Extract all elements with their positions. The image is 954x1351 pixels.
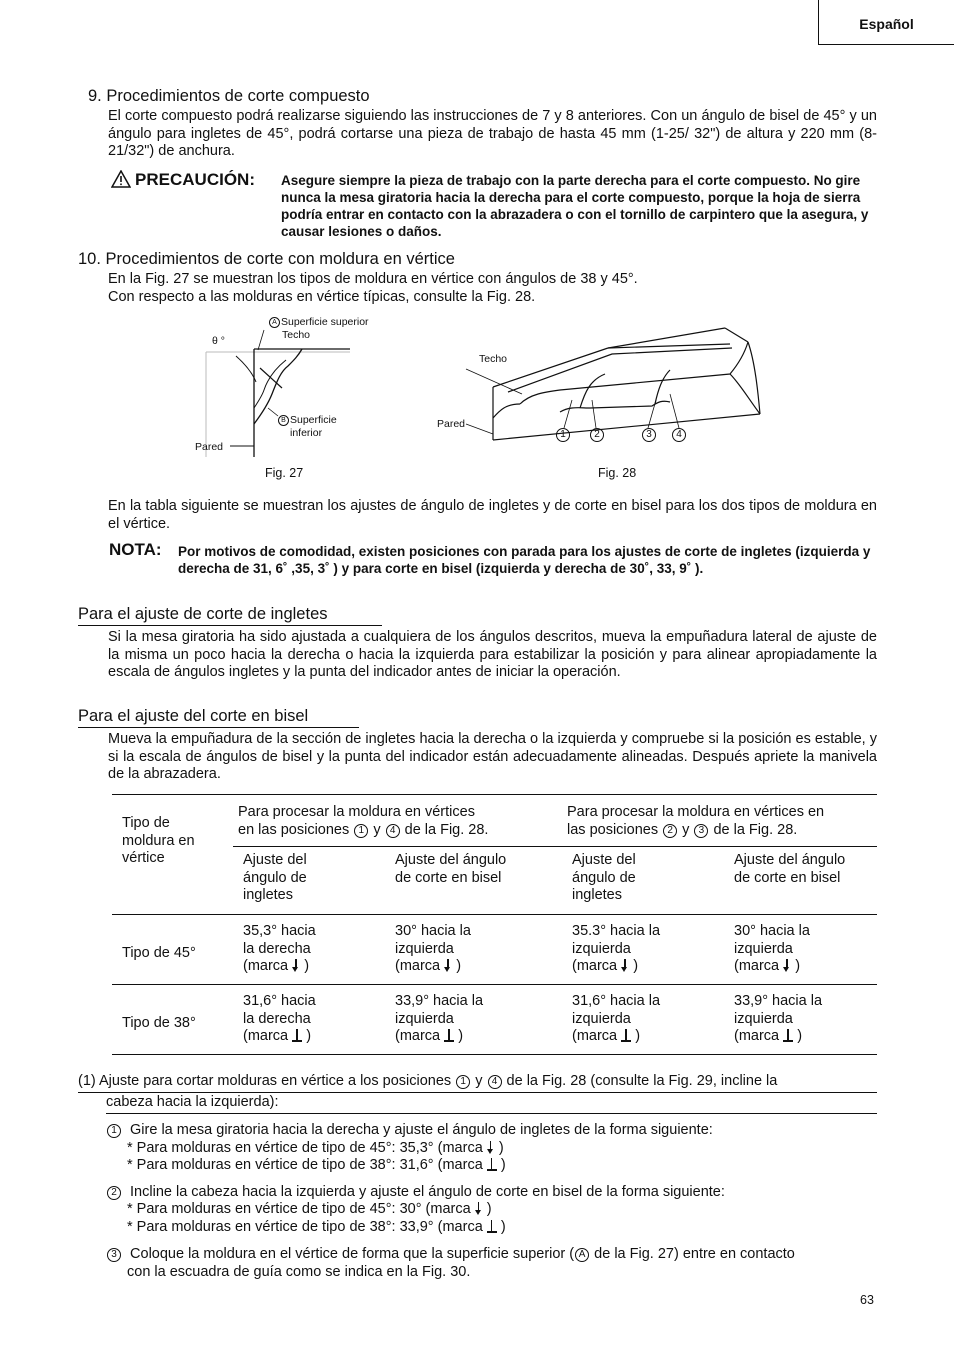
step-2	[106, 1184, 725, 1202]
table-rule-1	[112, 914, 877, 915]
language-label: Español	[859, 16, 914, 32]
table-sub-bevel-1: Ajuste del ángulo de corte en bisel	[395, 852, 507, 886]
fig28-caption: Fig. 28	[598, 466, 637, 480]
section-10-line2: Con respecto a las molduras en vértice típicas, consulte la Fig. 28.	[108, 289, 536, 305]
table-bottom-rule	[112, 1054, 877, 1055]
step-3-number: 3	[107, 1248, 121, 1262]
step-2-text: Incline la cabeza hacia la izquierda y ajuste el ángulo de corte en bisel de la forma siguiente:	[130, 1184, 725, 1200]
table-row-45-c3	[572, 923, 660, 976]
table-row-38-c3	[572, 993, 660, 1046]
table-row-45-c2	[395, 923, 471, 976]
bevel-title: Para el ajuste del corte en bisel	[78, 708, 359, 728]
table-group2-y: y	[682, 821, 690, 838]
figure-28-drawing	[430, 322, 790, 452]
step-2-sub-1	[127, 1201, 492, 1219]
table-row-45-c3-close: )	[633, 958, 639, 974]
footnote-line2: cabeza hacia la izquierda):	[106, 1094, 877, 1114]
table-row-45-c4	[734, 923, 810, 976]
table-group2-line2	[567, 822, 824, 840]
footnote-line1	[78, 1073, 877, 1093]
table-row-45-c4-line2: izquierda	[734, 940, 793, 957]
fig27-b-marker: B	[278, 415, 289, 426]
table-row-45-type: Tipo de 45°	[122, 945, 196, 961]
table-group1-pos-b: 4	[386, 824, 400, 838]
language-tab	[818, 0, 954, 45]
table-group2-pos-a: 2	[663, 824, 677, 838]
table-row-45-c4-mark-text: (marca	[734, 958, 780, 974]
footnote-lead: (1) Ajuste para cortar molduras en vértice a los posiciones	[78, 1073, 452, 1089]
step-2-sub-1-text: * Para molduras en vértice de tipo de 45°: 30° (marca	[127, 1201, 471, 1217]
fig27-ceiling: Techo	[282, 329, 311, 341]
miter-body: Si la mesa giratoria ha sido ajustada a cualquiera de los ángulos descritos, mueva la empuñadura lateral de ajuste de la misma un poco hacia la derecha o hacia la izquierda para estabilizar la posición y para alinear apropiadamente la escala de ángulos ingletes y la punta del indicador antes de iniciar la operación.	[108, 629, 877, 680]
caution-text: Asegure siempre la pieza de trabajo con la parte derecha para el corte compuesto. No gire nunca la mesa giratoria hacia la derecha para el corte compuesto, porque la hoja de sierra podría entrar en contacto con la abrazadera o con el tornillo de carpintero que la asegura, y causar lesiones o daños.	[281, 173, 869, 239]
footnote-pos-b: 4	[488, 1075, 502, 1089]
table-row-45-c2-close: )	[456, 958, 462, 974]
arrow-mark-icon	[783, 959, 791, 972]
table-row-45-c4-line1: 30° hacia la	[734, 923, 810, 939]
step-1-sub-1	[127, 1140, 504, 1158]
table-row-45-c1-mark-text: (marca	[243, 958, 289, 974]
line-mark-icon	[487, 1158, 497, 1171]
fig28-position-2-marker: 2	[590, 428, 604, 442]
fig27-a-label	[268, 316, 369, 328]
table-row-38-c3-line3	[572, 1028, 660, 1046]
table-top-rule	[112, 794, 877, 795]
step-3-text-b: de la Fig. 27) entre en contacto	[594, 1246, 795, 1262]
footnote-pos-a: 1	[456, 1075, 470, 1089]
step-2-number: 2	[107, 1186, 121, 1200]
table-row-45-c3-line3	[572, 958, 660, 976]
table-row-38-c1-line3	[243, 1028, 316, 1046]
footnote-y: y	[475, 1073, 483, 1089]
table-row-45-c1-close: )	[304, 958, 310, 974]
table-intro: En la tabla siguiente se muestran los ajustes de ángulo de ingletes y de corte en bisel para los dos tipos de moldura en el vértice.	[108, 498, 877, 532]
table-sub-bevel-2: Ajuste del ángulo de corte en bisel	[734, 852, 846, 886]
line-mark-icon	[621, 1029, 631, 1042]
table-group2-pos-b: 3	[694, 824, 708, 838]
footnote-mid: de la Fig. 28 (consulte la Fig. 29, incline la	[506, 1073, 778, 1089]
arrow-mark-icon	[292, 959, 300, 972]
table-type-header: Tipo de moldura en vértice	[122, 815, 195, 866]
table-row-38-c2-close: )	[458, 1028, 464, 1044]
section-10-title: 10. Procedimientos de corte con moldura en vértice	[78, 250, 455, 268]
table-row-45-c1-line3	[243, 958, 316, 976]
table-row-38-c2-mark-text: (marca	[395, 1028, 441, 1044]
table-sub-miter-1: Ajuste del ángulo de ingletes	[243, 852, 307, 903]
table-row-45-c2-line3	[395, 958, 471, 976]
fig28-position-2	[589, 428, 605, 442]
fig27-caption: Fig. 27	[265, 466, 304, 480]
table-row-45-c4-line3	[734, 958, 810, 976]
table-row-38-type: Tipo de 38°	[122, 1015, 196, 1031]
fig27-b-label	[277, 414, 337, 426]
step-1	[106, 1122, 713, 1140]
line-mark-icon	[444, 1029, 454, 1042]
line-mark-icon	[292, 1029, 302, 1042]
step-1-sub-1-text: * Para molduras en vértice de tipo de 45°: 35,3° (marca	[127, 1140, 483, 1156]
fig28-position-4-marker: 4	[672, 428, 686, 442]
arrow-mark-icon	[444, 959, 452, 972]
table-row-38-c1-close: )	[306, 1028, 312, 1044]
table-row-45-c1-line2: la derecha	[243, 940, 311, 957]
section-9-title: 9. Procedimientos de corte compuesto	[88, 87, 370, 105]
table-group1-suffix: de la Fig. 28.	[404, 821, 489, 838]
table-row-38-c1-mark-text: (marca	[243, 1028, 289, 1044]
table-row-45-c4-close: )	[795, 958, 801, 974]
step-1-sub-2-close: )	[500, 1157, 506, 1173]
miter-title: Para el ajuste de corte de ingletes	[78, 606, 382, 626]
table-row-45-c1-line1: 35,3° hacia	[243, 923, 316, 939]
step-3-text-a: Coloque la moldura en el vértice de forma que la superficie superior (	[130, 1246, 575, 1262]
table-group2-line1: Para procesar la moldura en vértices en	[567, 804, 825, 820]
fig27-theta: θ °	[212, 335, 225, 347]
step-3	[106, 1246, 795, 1264]
table-row-38-c2-line3	[395, 1028, 483, 1046]
caution-label: PRECAUCIÓN:	[135, 170, 255, 189]
table-group1-header	[238, 804, 488, 839]
table-row-38-c2-line1: 33,9° hacia la	[395, 993, 484, 1009]
step-1-sub-1-close: )	[498, 1140, 504, 1156]
table-row-38-c4-close: )	[797, 1028, 803, 1044]
table-row-45-c3-line2: izquierda	[572, 940, 631, 957]
line-mark-icon	[487, 1220, 497, 1233]
table-group1-prefix: en las posiciones	[238, 821, 350, 838]
table-group2-header	[567, 804, 824, 839]
fig28-position-3	[641, 428, 657, 442]
table-row-38-c3-close: )	[635, 1028, 641, 1044]
fig28-position-3-marker: 3	[642, 428, 656, 442]
table-row-38-c4-line2: izquierda	[734, 1010, 793, 1027]
table-row-38-c1	[243, 993, 316, 1046]
table-row-38-c2-line2: izquierda	[395, 1010, 454, 1027]
arrow-mark-icon	[487, 1141, 495, 1154]
fig28-wall: Pared	[437, 418, 466, 430]
step-1-sub-2-text: * Para molduras en vértice de tipo de 38°: 31,6° (marca	[127, 1157, 483, 1173]
table-row-38-c4-mark-text: (marca	[734, 1028, 780, 1044]
table-row-38-c4-line1: 33,9° hacia la	[734, 993, 823, 1009]
table-group1-line1: Para procesar la moldura en vértices	[238, 804, 475, 820]
figure-28	[430, 322, 790, 452]
table-row-45-c2-line2: izquierda	[395, 940, 454, 957]
fig27-b-text: Superficie	[290, 414, 337, 426]
caution-block	[111, 170, 255, 194]
fig28-position-1	[555, 428, 571, 442]
table-sub-miter-2: Ajuste del ángulo de ingletes	[572, 852, 636, 903]
arrow-mark-icon	[621, 959, 629, 972]
table-row-45-c3-mark-text: (marca	[572, 958, 618, 974]
table-row-45-c2-line1: 30° hacia la	[395, 923, 471, 939]
table-row-38-c1-line2: la derecha	[243, 1010, 311, 1027]
line-mark-icon	[783, 1029, 793, 1042]
fig28-position-4	[671, 428, 687, 442]
step-2-sub-2-text: * Para molduras en vértice de tipo de 38°: 33,9° (marca	[127, 1219, 483, 1235]
section-9-body: El corte compuesto podrá realizarse siguiendo las instrucciones de 7 y 8 anteriores. Con un ángulo de bisel de 45° y un ángulo para ingletes de 45°, podrá cortarse una pieza de trabajo de hasta 45 mm (1-25/ 32") de altura y 220 mm (8-21/32") de anchura.	[108, 108, 877, 159]
fig27-a-marker: A	[269, 317, 280, 328]
step-2-sub-1-close: )	[486, 1201, 492, 1217]
table-row-45-c1	[243, 923, 316, 976]
table-row-38-c3-mark-text: (marca	[572, 1028, 618, 1044]
step-2-sub-2	[127, 1219, 506, 1237]
table-rule-2	[112, 984, 877, 985]
note-text: Por motivos de comodidad, existen posiciones con parada para los ajustes de corte de ingletes (izquierda y derecha de 31, 6˚ ,35, 3˚ ) y para corte en bisel (izquierda y derecha de 30˚, 33, 9˚ ).	[178, 544, 871, 576]
table-sub-rule	[233, 846, 877, 847]
note-label: NOTA:	[109, 540, 162, 559]
arrow-mark-icon	[475, 1202, 483, 1215]
step-1-number: 1	[107, 1124, 121, 1138]
table-row-38-c3-line1: 31,6° hacia la	[572, 993, 661, 1009]
table-group2-prefix: las posiciones	[567, 821, 659, 838]
table-group1-line2	[238, 822, 488, 840]
step-1-text: Gire la mesa giratoria hacia la derecha y ajuste el ángulo de ingletes de la forma siguiente:	[130, 1122, 713, 1138]
table-row-45-c2-mark-text: (marca	[395, 958, 441, 974]
warning-icon	[111, 170, 131, 194]
fig28-ceiling: Techo	[479, 353, 508, 365]
table-row-38-c1-line1: 31,6° hacia	[243, 993, 316, 1009]
step-1-sub-2	[127, 1157, 506, 1175]
step-3-a-marker: A	[575, 1248, 589, 1262]
table-row-38-c4-line3	[734, 1028, 822, 1046]
table-group1-y: y	[373, 821, 381, 838]
fig27-lower: inferior	[290, 427, 323, 439]
bevel-body: Mueva la empuñadura de la sección de ingletes hacia la derecha o la izquierda y compruebe si la posición es estable, y si la escala de ángulos de bisel y la punta del indicador están adecuadamente alineadas. Después apriete la manivela de la abrazadera.	[108, 731, 877, 782]
table-group1-pos-a: 1	[354, 824, 368, 838]
fig27-a-text: Superficie superior	[281, 316, 369, 328]
table-group2-suffix: de la Fig. 28.	[713, 821, 798, 838]
fig28-position-1-marker: 1	[556, 428, 570, 442]
table-row-45-c3-line1: 35.3° hacia la	[572, 923, 661, 939]
section-10-line1: En la Fig. 27 se muestran los tipos de moldura en vértice con ángulos de 38 y 45°.	[108, 271, 638, 287]
step-3-line2: con la escuadra de guía como se indica en la Fig. 30.	[127, 1264, 471, 1280]
table-row-38-c4	[734, 993, 822, 1046]
page-number: 63	[860, 1293, 874, 1307]
step-2-sub-2-close: )	[500, 1219, 506, 1235]
fig27-wall: Pared	[195, 441, 224, 453]
table-row-38-c2	[395, 993, 483, 1046]
table-row-38-c3-line2: izquierda	[572, 1010, 631, 1027]
